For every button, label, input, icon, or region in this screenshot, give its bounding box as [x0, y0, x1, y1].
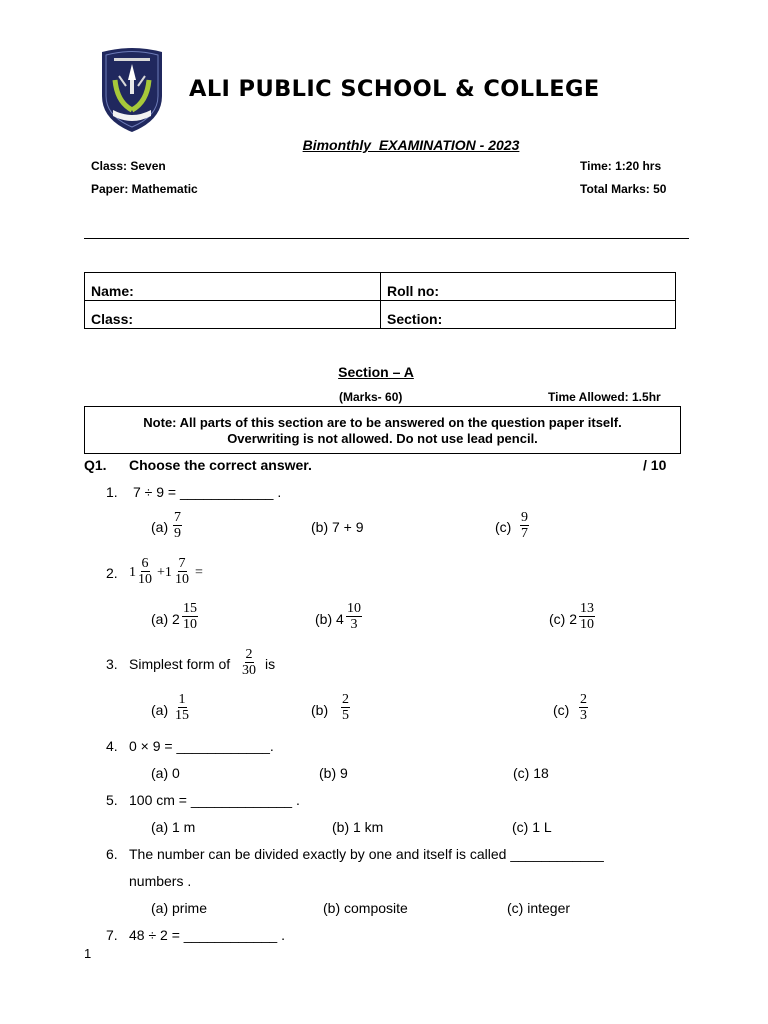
- item-2-opt-a[interactable]: (a) 2: [151, 611, 180, 627]
- section-field[interactable]: Section:: [381, 301, 676, 329]
- item-6-stem-line-1: The number can be divided exactly by one and itself is called ____________: [129, 846, 604, 862]
- item-3-opt-a[interactable]: (a): [151, 702, 169, 718]
- item-1-opt-b[interactable]: (b) 7 + 9: [311, 519, 364, 535]
- item-4-opt-b[interactable]: (b) 9: [319, 765, 348, 781]
- q1-marks: / 10: [643, 457, 667, 473]
- name-field[interactable]: Name:: [85, 273, 381, 301]
- fraction-numerator: 1: [178, 692, 186, 707]
- class-field[interactable]: Class:: [85, 301, 381, 329]
- item-3-opt-b[interactable]: (b): [311, 702, 329, 718]
- item-2-opt-c[interactable]: (c) 2: [549, 611, 577, 627]
- item-1-opt-c[interactable]: (c): [495, 519, 512, 535]
- fraction-numerator: 2: [245, 647, 253, 662]
- roll-field[interactable]: Roll no:: [381, 273, 676, 301]
- item-3-stem-post: is: [265, 656, 276, 672]
- fraction-numerator: 9: [521, 510, 528, 525]
- fraction-numerator: 10: [347, 601, 361, 616]
- item-3-number: 3.: [106, 656, 118, 672]
- fraction-numerator: 13: [580, 601, 594, 616]
- item-1-opt-a-fraction: [173, 510, 182, 541]
- item-4-opt-c[interactable]: (c) 18: [513, 765, 549, 781]
- paper-label: Paper: Mathematic: [91, 182, 198, 196]
- fraction-denominator: 10: [183, 617, 197, 632]
- item-1-opt-a[interactable]: (a): [151, 519, 169, 535]
- fraction-denominator: 5: [342, 708, 349, 723]
- fraction-denominator: 30: [242, 663, 256, 678]
- fraction-denominator: 9: [174, 526, 181, 541]
- item-6-opt-b[interactable]: (b) composite: [323, 900, 408, 916]
- item-3-opt-c-fraction: [579, 692, 588, 723]
- section-marks: (Marks- 60): [339, 390, 403, 404]
- fraction-denominator: 3: [350, 617, 358, 632]
- item-3-stem-fraction: [242, 647, 256, 678]
- header-divider: [84, 238, 689, 239]
- total-marks-label: Total Marks: 50: [580, 182, 667, 196]
- item-2-opt-a-fraction: [182, 601, 198, 632]
- item-7-number: 7.: [106, 927, 118, 943]
- item-7-stem: 48 ÷ 2 = ____________ .: [129, 927, 285, 943]
- page-number: 1: [84, 946, 92, 961]
- fraction-numerator: 7: [174, 510, 181, 525]
- fraction-numerator: 7: [178, 556, 186, 571]
- fraction-denominator: 3: [580, 708, 587, 723]
- item-3-opt-c[interactable]: (c): [553, 702, 570, 718]
- item-1-opt-c-fraction: [520, 510, 529, 541]
- item-1-number: 1.: [106, 484, 118, 500]
- item-5-opt-a[interactable]: (a) 1 m: [151, 819, 196, 835]
- section-title: Section – A: [338, 364, 414, 380]
- school-name: ALI PUBLIC SCHOOL & COLLEGE: [189, 76, 600, 102]
- time-allowed: Time Allowed: 1.5hr: [548, 390, 661, 404]
- item-2-fraction-2: [175, 556, 189, 587]
- item-6-opt-a[interactable]: (a) prime: [151, 900, 208, 916]
- item-4-number: 4.: [106, 738, 118, 754]
- item-5-number: 5.: [106, 792, 118, 808]
- item-2-plus: +1: [157, 565, 172, 580]
- exam-title: Bimonthly EXAMINATION - 2023: [302, 137, 520, 153]
- student-info-table: [84, 272, 676, 329]
- class-label: Class: Seven: [91, 159, 166, 173]
- item-4-opt-a[interactable]: (a) 0: [151, 765, 180, 781]
- item-5-opt-c[interactable]: (c) 1 L: [512, 819, 552, 835]
- item-2-equals: =: [195, 565, 203, 580]
- item-2-opt-b-fraction: [346, 601, 362, 632]
- time-label: Time: 1:20 hrs: [580, 159, 662, 173]
- item-2-number: 2.: [106, 565, 118, 581]
- item-2-opt-b[interactable]: (b) 4: [315, 611, 344, 627]
- q1-text: Choose the correct answer.: [129, 457, 312, 473]
- item-6-number: 6.: [106, 846, 118, 862]
- fraction-denominator: 7: [521, 526, 528, 541]
- q1-label: Q1.: [84, 457, 107, 473]
- fraction-numerator: 2: [342, 692, 349, 707]
- item-2-opt-c-fraction: [579, 601, 595, 632]
- school-logo: [97, 46, 167, 134]
- item-3-stem-pre: Simplest form of: [129, 656, 231, 672]
- item-5-stem: 100 cm = _____________ .: [129, 792, 300, 808]
- fraction-numerator: 6: [141, 556, 149, 571]
- item-6-opt-c[interactable]: (c) integer: [507, 900, 571, 916]
- item-2-fraction-1: [138, 556, 152, 587]
- item-4-stem: 0 × 9 = ____________.: [129, 738, 274, 754]
- item-3-opt-b-fraction: [341, 692, 350, 723]
- fraction-denominator: 10: [175, 572, 189, 587]
- fraction-numerator: 15: [183, 601, 197, 616]
- item-5-opt-b[interactable]: (b) 1 km: [332, 819, 384, 835]
- fraction-denominator: 10: [580, 617, 594, 632]
- item-3-opt-a-fraction: [175, 692, 189, 723]
- item-6-stem-line-2: numbers .: [129, 873, 192, 889]
- note-line-2: Overwriting is not allowed. Do not use lead pencil.: [227, 431, 538, 446]
- fraction-denominator: 10: [138, 572, 152, 587]
- item-2-whole-1: 1: [129, 565, 136, 580]
- fraction-numerator: 2: [580, 692, 587, 707]
- fraction-denominator: 15: [175, 708, 189, 723]
- note-line-1: Note: All parts of this section are to be answered on the question paper itself.: [143, 415, 622, 430]
- note-box: [84, 406, 681, 454]
- item-1-stem: 7 ÷ 9 = ____________ .: [133, 484, 282, 500]
